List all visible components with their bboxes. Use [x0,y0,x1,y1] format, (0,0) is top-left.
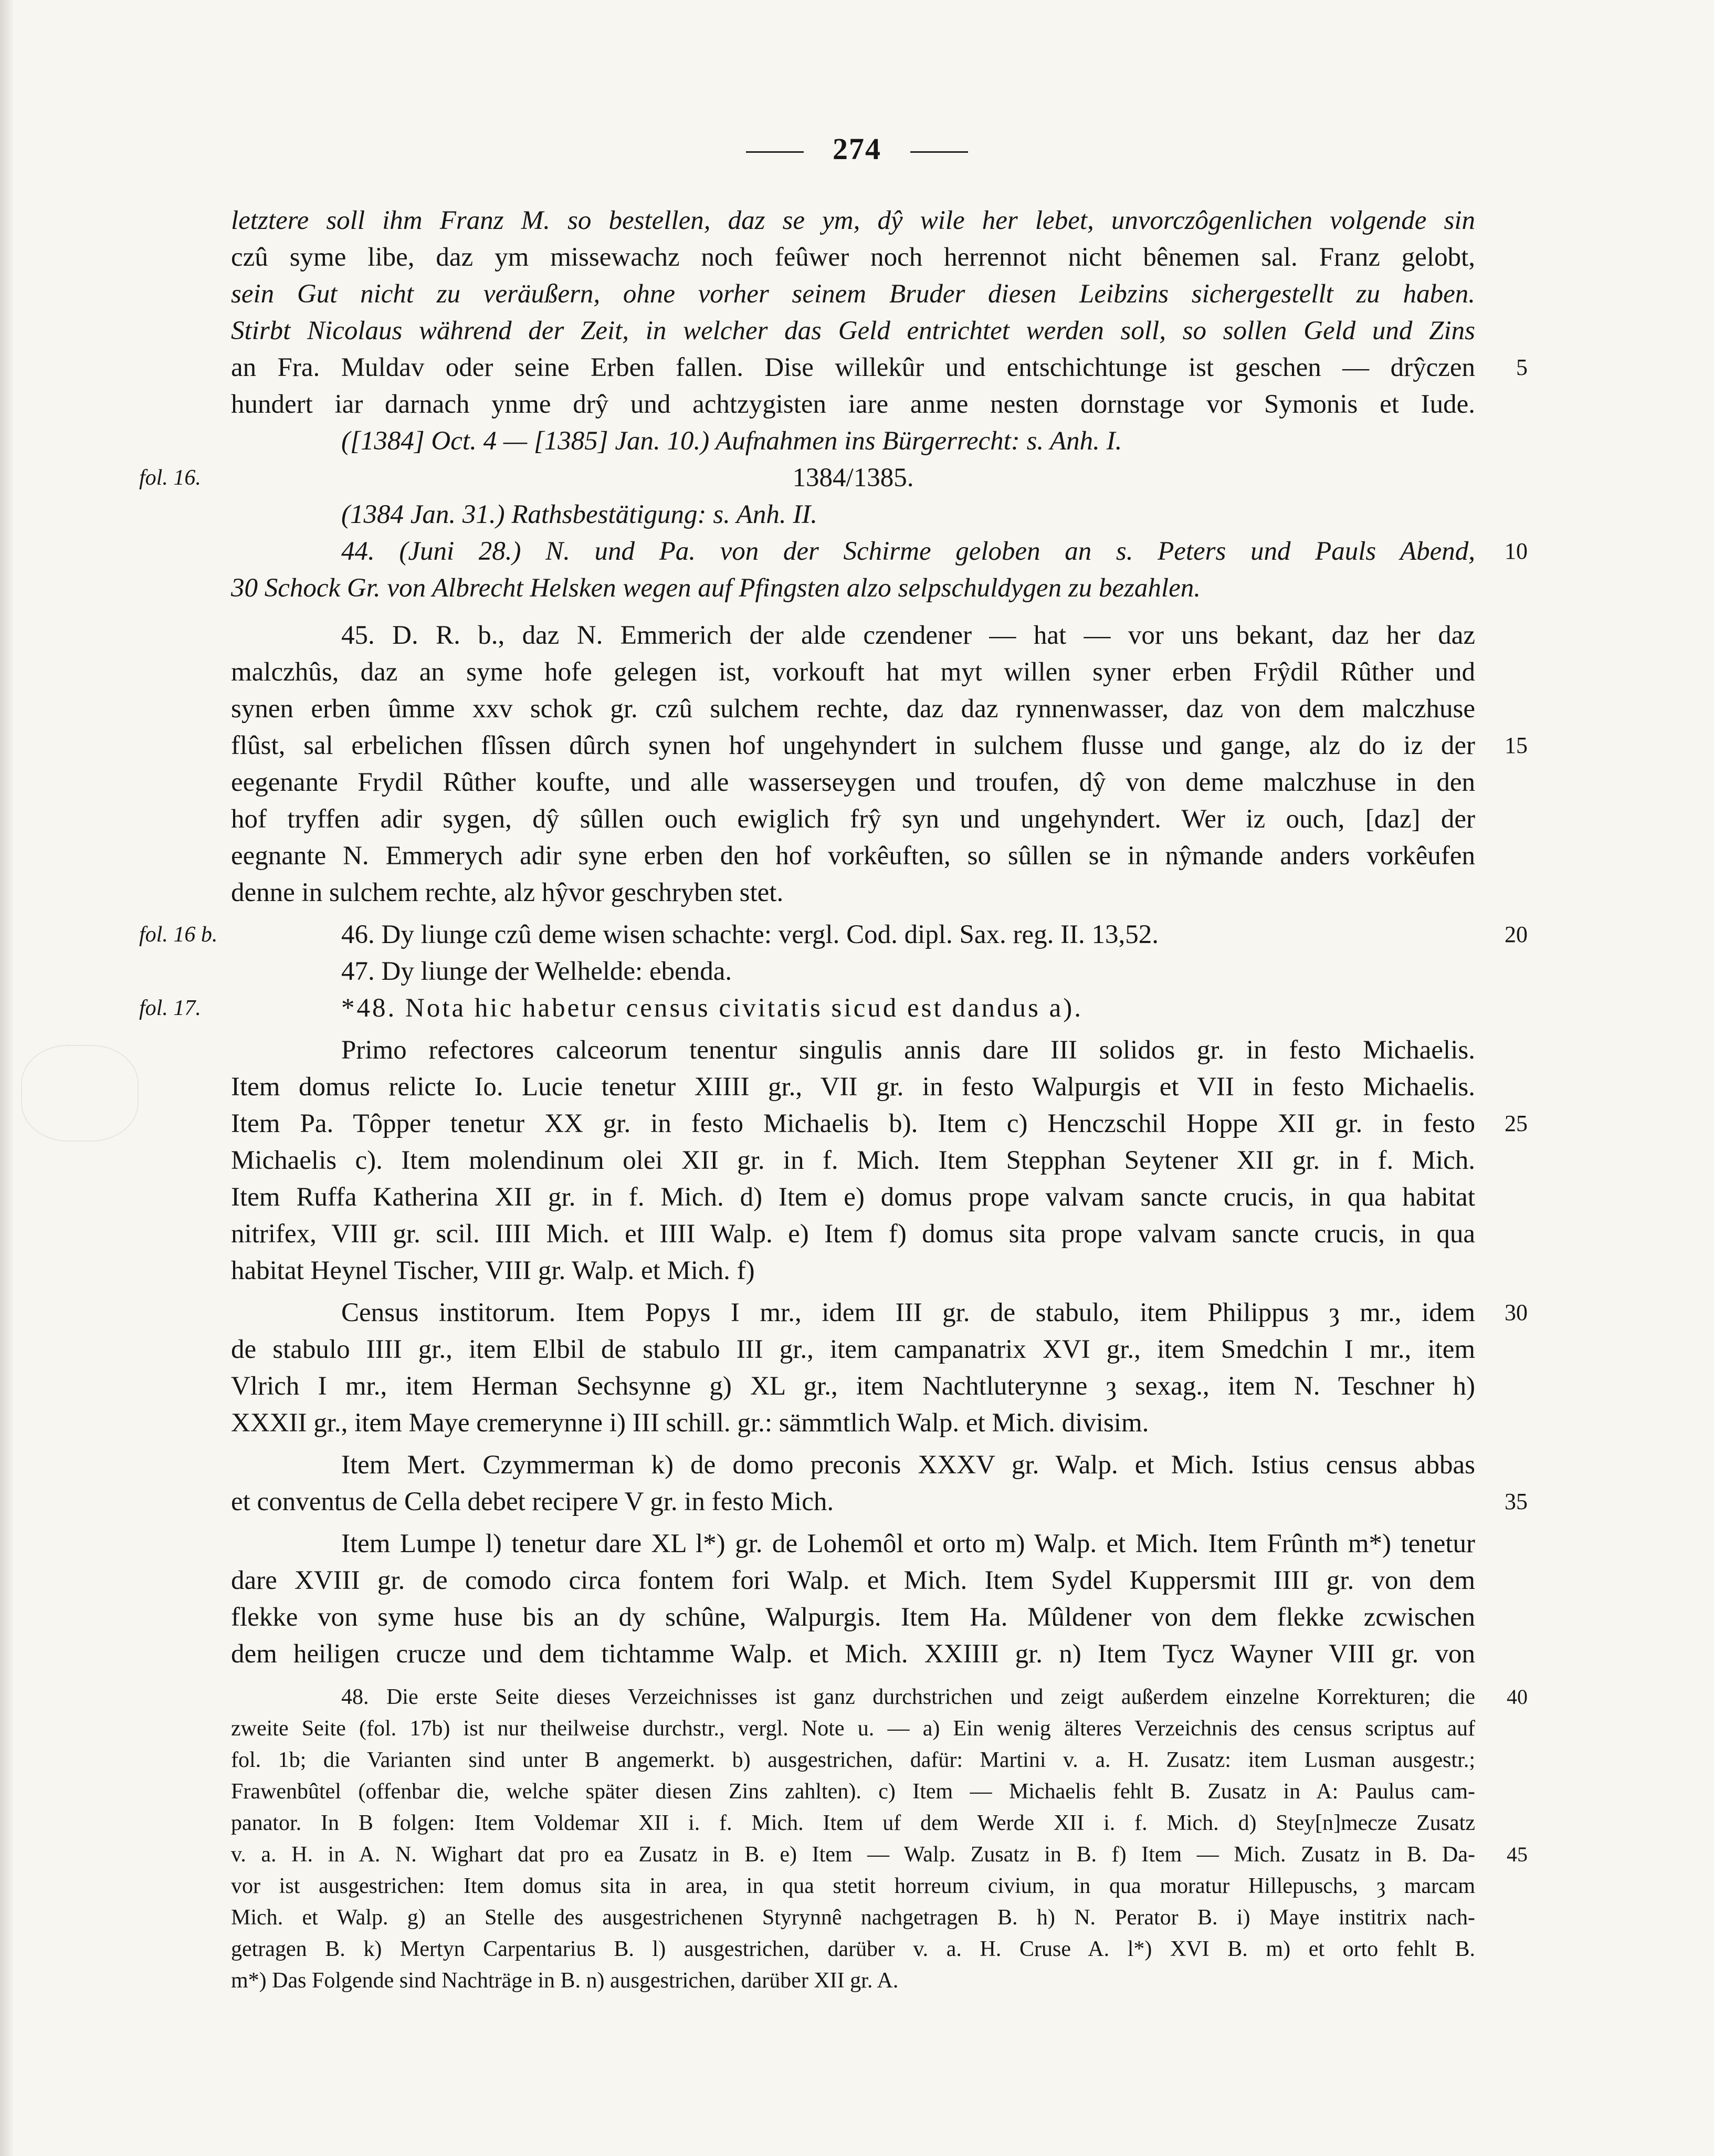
line-number-30: 30 [1505,1300,1528,1325]
text-line-36-content: Item Lumpe l) tenetur dare XL l*) gr. de Lohemôl et orto m) Walp. et Mich. Item Frûnth m*) tenetur [341,1529,1475,1558]
text-line-3 [231,276,1475,312]
margin-note-fol-16: fol. 16. [139,466,201,490]
text-line-37 [231,1562,1475,1599]
line-number-35: 35 [1505,1489,1528,1514]
text-line-7 [341,423,1475,459]
scan-edge [0,0,13,2156]
page-number: 274 [833,132,881,166]
text-line-28-content: nitrifex, VIII gr. scil. IIII Mich. et IIII Walp. e) Item f) domus sita prope valvam sancte crucis, in qua [231,1219,1475,1249]
text-line-26 [231,1142,1475,1179]
text-line-30-content: Census institorum. Item Popys I mr., idem III gr. de stabulo, item Philippus ȝ mr., idem [341,1298,1475,1327]
text-line-1-content: letztere soll ihm Franz M. so bestellen, daz se ym, dŷ wile her lebet, unvorczôgenlichen volgende sin [231,206,1475,235]
text-line-36 [341,1525,1475,1562]
text-line-14-content: synen erben ûmme xxv schok gr. czû sulchem rechte, daz daz rynnenwasser, daz von dem malczhuse [231,694,1475,724]
year-heading: 1384/1385. [792,463,914,493]
header-rule-right [910,151,968,153]
line-number-20: 20 [1505,922,1528,947]
footnote-line-1 [341,1683,1475,1711]
page-header [0,131,1714,166]
text-line-19 [231,874,1475,911]
text-line-2 [231,239,1475,276]
text-line-12 [341,617,1475,654]
text-line-13-content: malczhûs, daz an syme hofe gelegen ist, vorkouft hat myt willen syner erben Frŷdil Rûther und [231,657,1475,687]
text-line-11 [231,570,1475,606]
text-line-17 [231,801,1475,838]
text-line-20-content: 46. Dy liunge czû deme wisen schachte: vergl. Cod. dipl. Sax. reg. II. 13,52. [341,920,1159,949]
footnote-line-6 [231,1840,1475,1869]
footnote-line-number-45: 45 [1507,1843,1528,1866]
text-line-6 [231,386,1475,423]
text-line-21-content: 47. Dy liunge der Welhelde: ebenda. [341,957,732,986]
text-line-39 [231,1636,1475,1672]
text-line-4-content: Stirbt Nicolaus während der Zeit, in welcher das Geld entrichtet werden soll, so sollen Geld und Zins [231,316,1475,346]
text-line-21 [341,953,1475,990]
text-line-30 [341,1294,1475,1331]
footnote-line-9 [231,1935,1475,1963]
text-line-33 [231,1405,1475,1441]
footnote-line-2 [231,1714,1475,1743]
text-line-16-content: eegenante Frydil Rûther koufte, und alle wasserseygen und troufen, dŷ von deme malczhuse in den [231,768,1475,797]
text-line-32-content: Vlrich I mr., item Herman Sechsynne g) XL gr., item Nachtluterynne ȝ sexag., item N. Teschner h) [231,1372,1475,1401]
line-number-10: 10 [1505,538,1528,564]
text-line-19-content: denne in sulchem rechte, alz hŷvor geschryben stet. [231,878,784,907]
text-line-25 [231,1105,1475,1142]
text-line-12-content: 45. D. R. b., daz N. Emmerich der alde czendener — hat — vor uns bekant, daz her daz [341,621,1475,650]
text-line-31 [231,1331,1475,1368]
margin-note-fol-17: fol. 17. [139,996,201,1020]
text-line-31-content: de stabulo IIII gr., item Elbil de stabulo III gr., item campanatrix XVI gr., item Smedchin I mr., item [231,1335,1475,1364]
text-line-38-content: flekke von syme huse bis an dy schûne, Walpurgis. Item Ha. Mûldener von dem flekke zcwischen [231,1603,1475,1632]
text-line-38 [231,1599,1475,1636]
scan-stain [21,1045,139,1142]
text-line-6-content: hundert iar darnach ynme drŷ und achtzygisten iare anme nesten dornstage vor Symonis et Iude. [231,390,1475,419]
text-line-24 [231,1069,1475,1105]
footnote-line-8 [231,1903,1475,1932]
text-line-17-content: hof tryffen adir sygen, dŷ sûllen ouch ewiglich frŷ syn und ungehyndert. Wer iz ouch, [daz] der [231,804,1475,834]
footnote-line-10-content: m*) Das Folgende sind Nachträge in B. n) ausgestrichen, darüber XII gr. A. [231,1969,899,1993]
text-line-37-content: dare XVIII gr. de comodo circa fontem fori Walp. et Mich. Item Sydel Kuppersmit IIII gr. von dem [231,1566,1475,1595]
footnote-line-4-content: Frawenbûtel (offenbar die, welche später diesen Zins zahlten). c) Item — Michaelis fehlt B. Zusatz in A: Paulus cam- [231,1780,1475,1804]
footnote-line-7 [231,1872,1475,1900]
text-line-29-content: habitat Heynel Tischer, VIII gr. Walp. et Mich. f) [231,1256,755,1285]
text-line-18 [231,838,1475,874]
text-line-15-content: flûst, sal erbelichen flîssen dûrch synen hof ungehyndert in sulchem flusse und gange, alz do iz der [231,731,1475,760]
text-line-35-content: et conventus de Cella debet recipere V gr. in festo Mich. [231,1487,834,1516]
text-line-14 [231,690,1475,727]
footnote-line-3 [231,1746,1475,1774]
footnote-line-3-content: fol. 1b; die Varianten sind unter B angemerkt. b) ausgestrichen, dafür: Martini v. a. H. Zusatz: item Lusman ausgestr.; [231,1748,1475,1772]
footnote-line-6-content: v. a. H. in A. N. Wighart dat pro ea Zusatz in B. e) Item — Walp. Zusatz in B. f) Item — Mich. Zusatz in B. Da- [231,1843,1475,1867]
text-line-34-content: Item Mert. Czymmerman k) de domo preconis XXXV gr. Walp. et Mich. Istius census abbas [341,1450,1475,1480]
header-rule-left [746,151,804,153]
text-line-2-content: czû syme libe, daz ym missewachz noch feûwer noch herrennot nicht bênemen sal. Franz gelobt, [231,243,1475,272]
text-line-11-content: 30 Schock Gr. von Albrecht Helsken wegen auf Pfingsten alzo selpschuldygen zu bezahlen. [231,573,1201,603]
text-line-22 [341,990,1475,1027]
text-line-24-content: Item domus relicte Io. Lucie tenetur XIIII gr., VII gr. in festo Walpurgis et VII in festo Michaelis. [231,1072,1475,1102]
text-line-25-content: Item Pa. Tôpper tenetur XX gr. in festo Michaelis b). Item c) Henczschil Hoppe XII gr. in festo [231,1109,1475,1138]
footnote-line-5-content: panator. In B folgen: Item Voldemar XII i. f. Mich. Item uf dem Werde XII i. f. Mich. d) Stey[n]mecze Zusatz [231,1811,1475,1835]
footnote-line-number-40: 40 [1507,1685,1528,1709]
text-line-4 [231,312,1475,349]
text-line-33-content: XXXII gr., item Maye cremerynne i) III schill. gr.: sämmtlich Walp. et Mich. divisim. [231,1408,1149,1438]
text-line-39-content: dem heiligen crucze und dem tichtamme Walp. et Mich. XXIIII gr. n) Item Tycz Wayner VIII gr. von [231,1639,1475,1669]
text-line-26-content: Michaelis c). Item molendinum olei XII gr. in f. Mich. Item Stepphan Seytener XII gr. in f. Mich. [231,1146,1475,1175]
text-line-1 [231,202,1475,239]
text-line-13 [231,654,1475,690]
footnote-line-9-content: getragen B. k) Mertyn Carpentarius B. l) ausgestrichen, darüber v. a. H. Cruse A. l*) XVI B. m) et orto fehlt B. [231,1937,1475,1961]
text-line-7-content: ([1384] Oct. 4 — [1385] Jan. 10.) Aufnahmen ins Bürgerrecht: s. Anh. I. [341,426,1122,456]
text-line-5 [231,349,1475,386]
text-line-10 [341,533,1475,570]
footnote-line-8-content: Mich. et Walp. g) an Stelle des ausgestrichenen Styrynnê nachgetragen B. h) N. Perator B. i) Maye institrix nach- [231,1906,1475,1930]
text-line-18-content: eegnante N. Emmerych adir syne erben den hof vorkêuften, so sûllen se in nŷmande anders vorkêufen [231,841,1475,871]
text-line-22-content: *48. Nota hic habetur census civitatis sicud est dandus a). [341,993,1083,1023]
line-number-5: 5 [1516,354,1528,380]
footnote-line-10 [231,1966,1475,1995]
footnote-line-1-content: 48. Die erste Seite dieses Verzeichnisses ist ganz durchstrichen und zeigt außerdem einzelne Korrekturen; die [341,1685,1475,1709]
footnote-line-7-content: vor ist ausgestrichen: Item domus sita in area, in qua stetit horreum civium, in qua moratur Hillepuschs, ȝ marcam [231,1874,1475,1898]
text-line-3-content: sein Gut nicht zu veräußern, ohne vorher seinem Bruder diesen Leibzins sichergestellt zu haben. [231,279,1475,309]
text-line-23-content: Primo refectores calceorum tenentur singulis annis dare III solidos gr. in festo Michaelis. [341,1035,1475,1065]
text-line-27-content: Item Ruffa Katherina XII gr. in f. Mich. d) Item e) domus prope valvam sancte crucis, in qua habitat [231,1182,1475,1212]
text-line-10-content: 44. (Juni 28.) N. und Pa. von der Schirme geloben an s. Peters und Pauls Abend, [341,537,1475,566]
text-line-20 [341,916,1475,953]
text-line-28 [231,1216,1475,1252]
text-line-27 [231,1179,1475,1216]
margin-note-fol-16b: fol. 16 b. [139,923,218,947]
text-line-9-content: (1384 Jan. 31.) Rathsbestätigung: s. Anh. II. [341,500,818,529]
footnote-line-5 [231,1809,1475,1837]
line-number-15: 15 [1505,732,1528,758]
text-line-15 [231,727,1475,764]
footnote-line-2-content: zweite Seite (fol. 17b) ist nur theilweise durchstr., vergl. Note u. — a) Ein wenig älteres Verzeichnis des census scriptus auf [231,1717,1475,1741]
text-line-29 [231,1252,1475,1289]
text-line-5-content: an Fra. Muldav oder seine Erben fallen. Dise willekûr und entschichtunge ist geschen — drŷczen [231,353,1475,382]
footnote-line-4 [231,1777,1475,1806]
text-line-23 [341,1032,1475,1069]
text-line-8 [231,459,1475,496]
text-line-32 [231,1368,1475,1405]
text-line-16 [231,764,1475,801]
text-line-9 [341,496,1475,533]
text-line-35 [231,1483,1475,1520]
text-line-34 [341,1447,1475,1483]
line-number-25: 25 [1505,1111,1528,1136]
